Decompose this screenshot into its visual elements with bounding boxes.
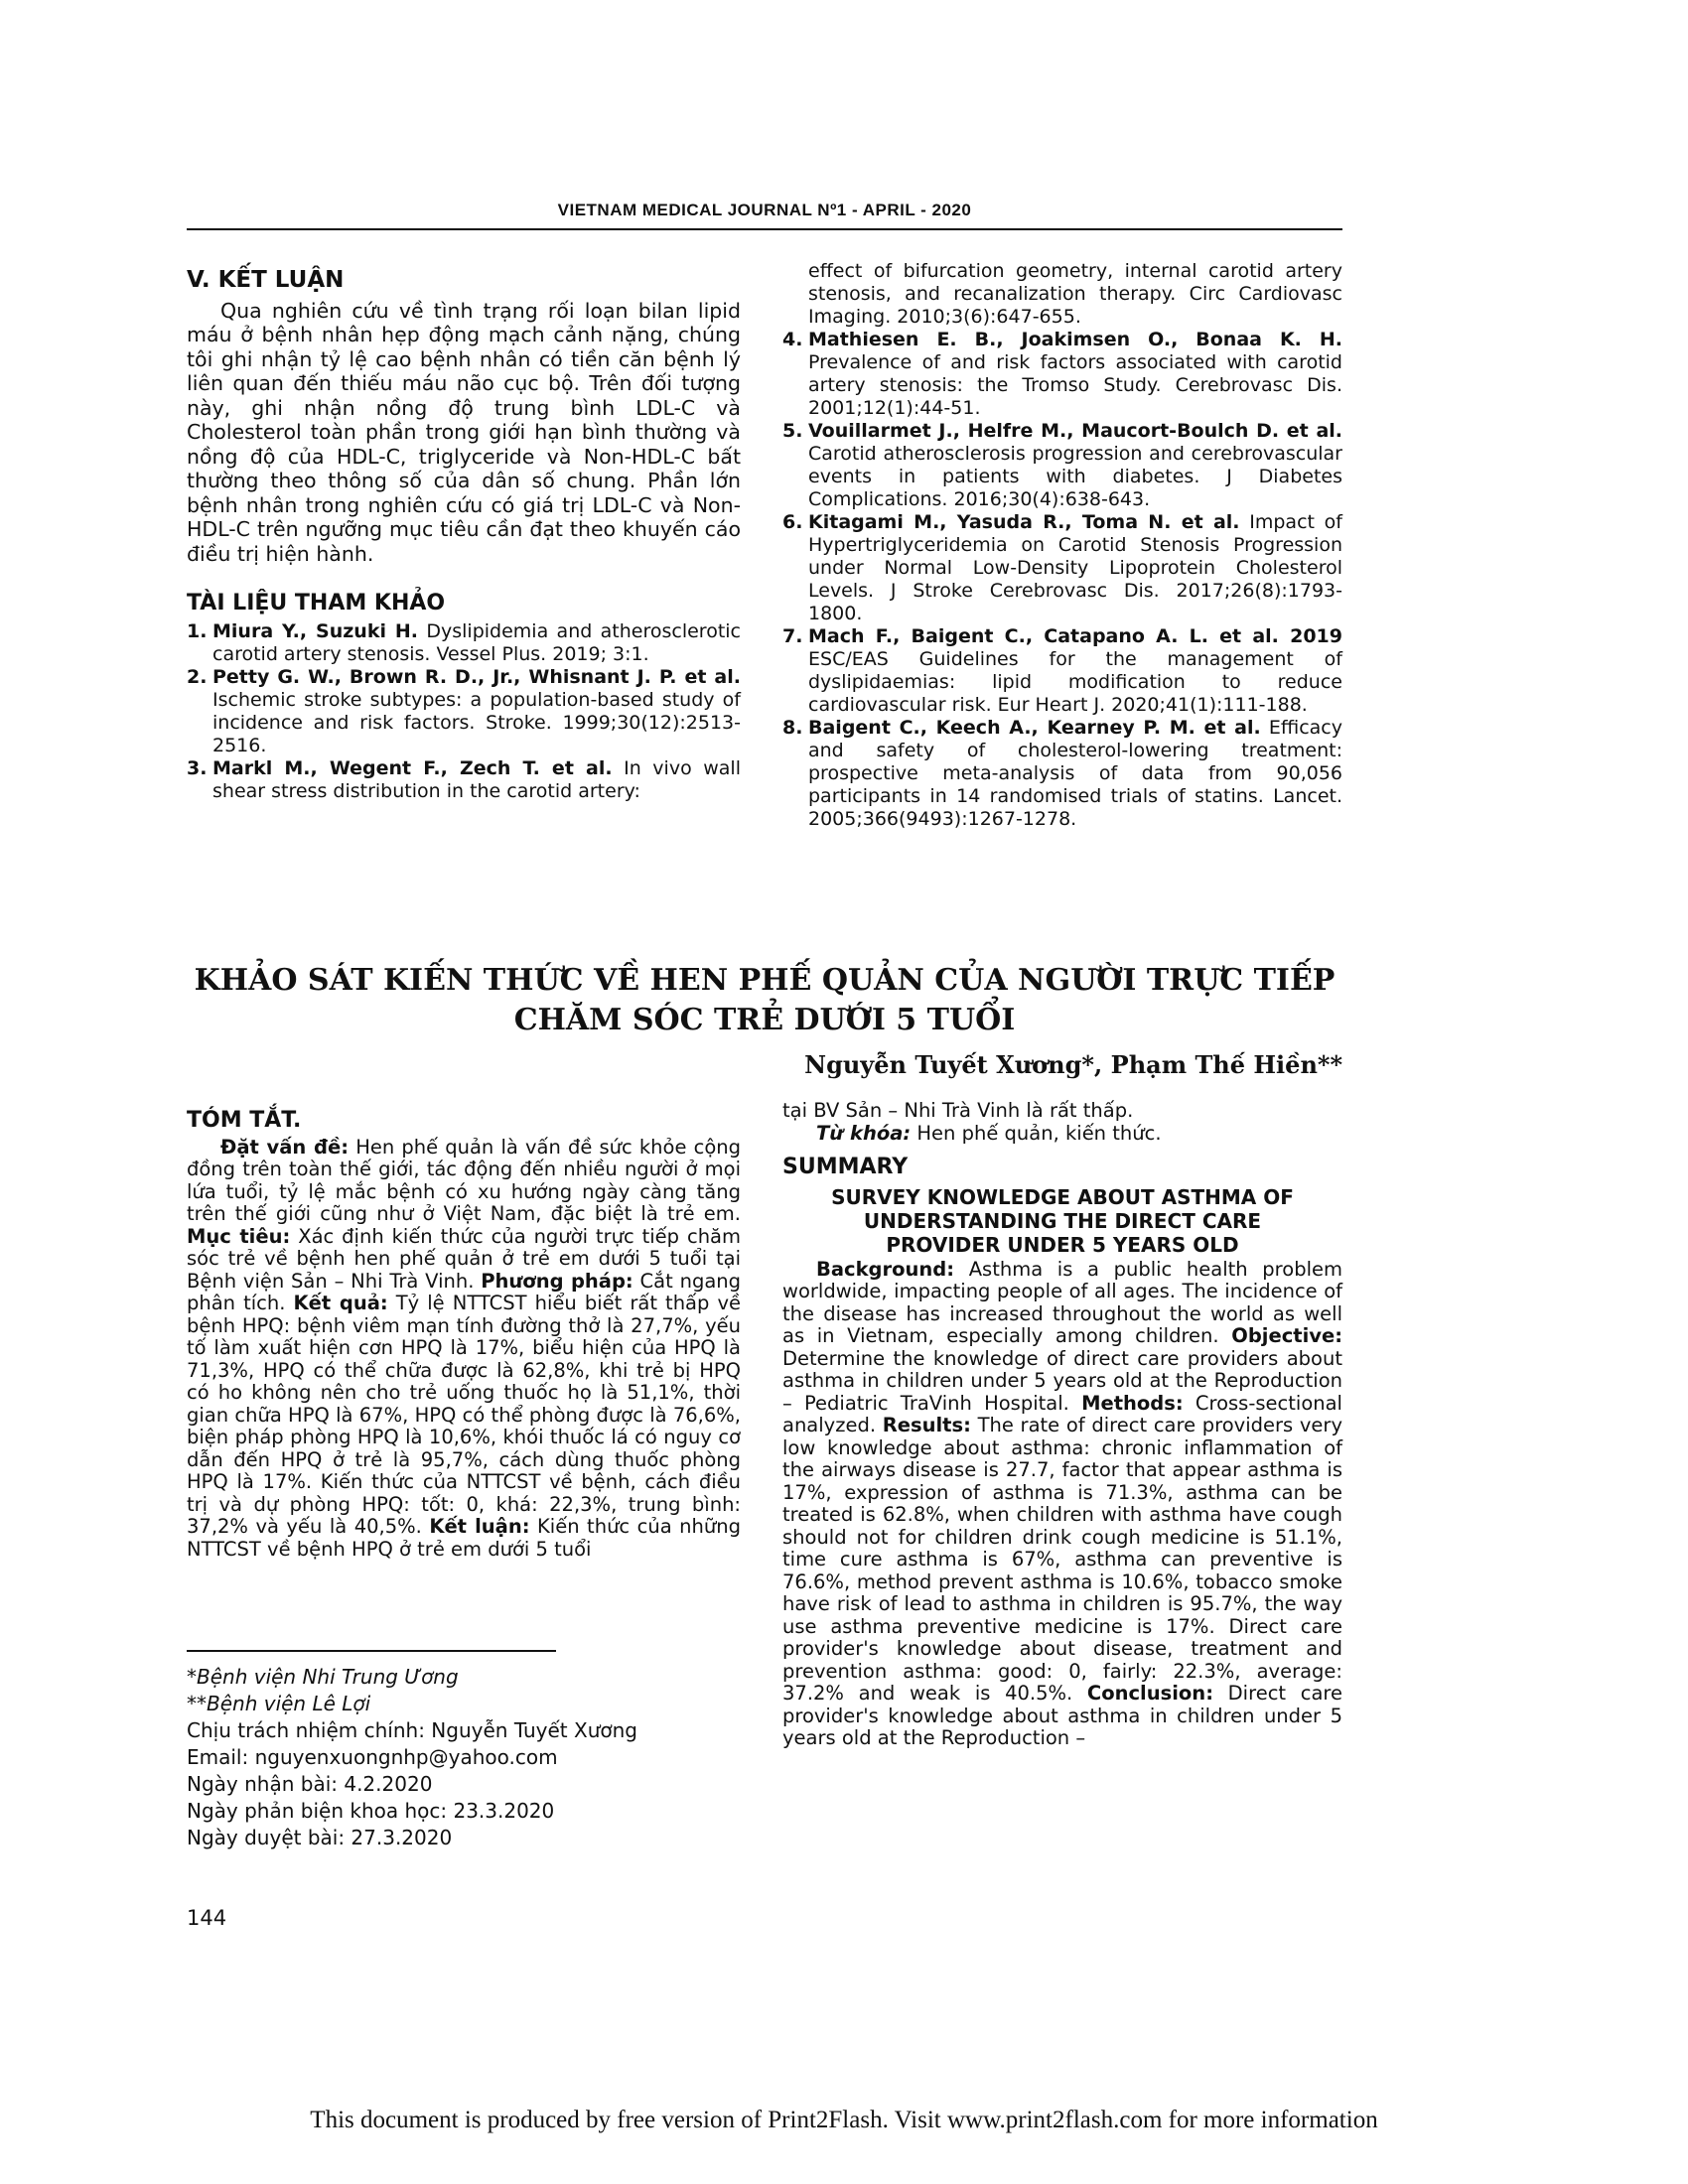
summary-label: Results:: [882, 1414, 971, 1436]
abstract-vi-text: [187, 1137, 741, 1562]
reference-text: Impact of Hypertriglyceridemia on Carotid Stenosis Progression under Normal Low-Density Lipoprotein Cholesterol Levels. J Stroke Cerebrovasc Dis. 2017;26(8):1793-1800.: [808, 511, 1342, 624]
abstract-segment: Hen phế quản là vấn đề sức khỏe cộng đồng trên toàn thế giới, tác động đến nhiều người ở mọi lứa tuổi, tỷ lệ mắc bệnh có xu hướng ngày càng tăng trên thế giới cũng như ở Việt Nam, đặc biệt là trẻ em.: [187, 1135, 741, 1225]
article-title: [187, 961, 1342, 1040]
reference-number: 7.: [782, 625, 803, 647]
page-number: 144: [187, 1906, 227, 1930]
reference-item: [782, 420, 1342, 511]
reference-item: [782, 625, 1342, 717]
reference-authors: Kitagami M., Yasuda R., Toma N. et al.: [808, 511, 1240, 533]
footnote-rule: [187, 1650, 556, 1652]
reference-text: In vivo wall shear stress distribution in the carotid artery:: [212, 756, 741, 802]
header-rule: [187, 228, 1342, 230]
summary-text: [782, 1259, 1342, 1750]
article-title-line: CHĂM SÓC TRẺ DƯỚI 5 TUỔI: [513, 1003, 1016, 1037]
references-heading: TÀI LIỆU THAM KHẢO: [187, 591, 446, 615]
upper-left-column: [187, 268, 741, 803]
reference-text: Carotid atherosclerosis progression and cerebrovascular events in patients with diabetes. J Diabetes Complications. 2016;30(4):638-643.: [808, 443, 1342, 510]
summary-heading: SUMMARY: [782, 1155, 909, 1179]
footnotes: [187, 1664, 741, 1851]
references-list-right: [782, 329, 1342, 831]
abstract-segment: Xác định kiến thức của người trực tiếp chăm sóc trẻ về bệnh hen phế quản ở trẻ em dưới 5 tuổi tại Bệnh viện Sản – Nhi Trà Vinh.: [187, 1224, 741, 1293]
footnote-affiliation: **Bệnh viện Lê Lợi: [187, 1692, 371, 1715]
abstract-label: Kết quả:: [293, 1292, 388, 1314]
reference-number: 6.: [782, 511, 803, 533]
footnote-corresponding: Chịu trách nhiệm chính: Nguyễn Tuyết Xương: [187, 1718, 637, 1742]
reference-number: 5.: [782, 420, 803, 442]
summary-column: [782, 1100, 1342, 1750]
reference-number: 4.: [782, 329, 803, 350]
abstract-label: Phương pháp:: [481, 1269, 633, 1293]
article-authors: Nguyễn Tuyết Xương*, Phạm Thế Hiền**: [804, 1050, 1342, 1079]
footnote-reviewed: Ngày phản biện khoa học: 23.3.2020: [187, 1799, 555, 1823]
summary-title: [782, 1185, 1342, 1257]
reference-item: [782, 717, 1342, 831]
reference-item: [782, 329, 1342, 420]
summary-segment: Cross-sectional analyzed.: [782, 1391, 1342, 1436]
summary-label: Objective:: [1231, 1324, 1342, 1347]
reference-authors: Vouillarmet J., Helfre M., Maucort-Boulch D. et al.: [808, 420, 1342, 442]
reference-authors: Baigent C., Keech A., Kearney P. M. et al.: [808, 717, 1261, 739]
abstract-label: Mục tiêu:: [187, 1224, 291, 1248]
summary-title-line: UNDERSTANDING THE DIRECT CARE: [863, 1208, 1262, 1233]
abstract-vi-heading: TÓM TẮT.: [187, 1108, 302, 1133]
print2flash-watermark: This document is produced by free version of Print2Flash. Visit www.print2flash.com for more information: [310, 2107, 1378, 2133]
summary-label: Conclusion:: [1086, 1682, 1213, 1705]
reference-authors: Petty G. W., Brown R. D., Jr., Whisnant J. P. et al.: [212, 665, 741, 688]
abstract-segment: Kiến thức của những NTTCST về bệnh HPQ ở trẻ em dưới 5 tuổi: [187, 1515, 741, 1561]
abstract-segment: Cắt ngang phân tích.: [187, 1269, 742, 1314]
reference-number: 1.: [187, 619, 208, 642]
reference-authors: Mathiesen E. B., Joakimsen O., Bonaa K. H.: [808, 329, 1342, 350]
journal-header: VIETNAM MEDICAL JOURNAL Nº1 - APRIL - 2020: [557, 201, 972, 219]
abstract-vi-continuation: tại BV Sản – Nhi Trà Vinh là rất thấp.: [782, 1099, 1134, 1122]
keywords: [782, 1123, 1342, 1146]
reference-number: 2.: [187, 665, 208, 688]
summary-label: Methods:: [1081, 1391, 1184, 1415]
reference-item: [187, 620, 741, 666]
summary-segment: The rate of direct care providers very low knowledge about asthma: chronic inflammation of the airways disease is 27.7, factor that appear asthma is 17%, expression of asthma is 71.3%, asthma can be treated is 62.8%, when children with asthma have cough should not for children drink cough medicine is 51.1%, time cure asthma is 67%, asthma can preventive is 76.6%, method prevent asthma is 10.6%, tobacco smoke have risk of lead to asthma in children is 95.7%, the way use asthma preventive medicine is 17%. Direct care provider's knowledge about disease, treatment and prevention asthma: good: 0, fairly: 22.3%, average: 37.2% and weak is 40.5%.: [782, 1414, 1342, 1705]
reference-text: Ischemic stroke subtypes: a population-based study of incidence and risk factors. Stroke. 1999;30(12):2513-2516.: [212, 688, 741, 756]
footnote-affiliation: *Bệnh viện Nhi Trung Ương: [187, 1665, 459, 1689]
footnote-accepted: Ngày duyệt bài: 27.3.2020: [187, 1826, 453, 1849]
references-list-left: [187, 620, 741, 803]
reference-number: 8.: [782, 717, 803, 739]
reference-authors: Mach F., Baigent C., Catapano A. L. et al. 2019: [808, 625, 1342, 647]
reference-text: ESC/EAS Guidelines for the management of dyslipidaemias: lipid modification to reduce cardiovascular risk. Eur Heart J. 2020;41(1):111-188.: [808, 648, 1342, 716]
upper-right-column: [782, 260, 1342, 831]
footnote-received: Ngày nhận bài: 4.2.2020: [187, 1772, 433, 1796]
summary-title-line: PROVIDER UNDER 5 YEARS OLD: [886, 1232, 1239, 1257]
footnote-email: Email: nguyenxuongnhp@yahoo.com: [187, 1745, 558, 1769]
conclusion-text: Qua nghiên cứu về tình trạng rối loạn bilan lipid máu ở bệnh nhân hẹp động mạch cảnh nặng, chúng tôi ghi nhận tỷ lệ cao bệnh nhân có tiền căn bệnh lý liên quan đến thiếu máu não cục bộ. Trên đối tượng này, ghi nhận nồng độ trung bình LDL-C và Cholesterol toàn phần trong giới hạn bình thường và nồng độ của HDL-C, triglyceride và Non-HDL-C bất thường theo thông số của dân số chung. Phần lớn bệnh nhân trong nghiên cứu có giá trị LDL-C và Non-HDL-C trên ngưỡng mục tiêu cần đạt theo khuyến cáo điều trị hiện hành.: [187, 298, 741, 566]
reference-item: [187, 757, 741, 803]
reference-text: Prevalence of and risk factors associated with carotid artery stenosis: the Tromso Study. Cerebrovasc Dis. 2001;12(1):44-51.: [808, 351, 1342, 419]
reference-authors: Miura Y., Suzuki H.: [212, 619, 419, 642]
keywords-label: Từ khóa:: [816, 1121, 912, 1145]
summary-title-line: SURVEY KNOWLEDGE ABOUT ASTHMA OF: [831, 1184, 1294, 1209]
abstract-segment: Tỷ lệ NTTCST hiểu biết rất thấp về bệnh HPQ: bệnh viêm mạn tính đường thở là 27,7%, yếu tố làm xuất hiện cơn HPQ là 17%, biểu hiện của HPQ là 71,3%, HPQ có thể chữa được là 62,8%, khi trẻ bị HPQ có ho không nên cho trẻ uống thuốc họ là 51,1%, thời gian chữa HPQ là 67%, HPQ có thể phòng được là 76,6%, biện pháp phòng HPQ là 10,6%, khói thuốc lá có nguy cơ dẫn đến HPQ ở trẻ là 95,7%, cách dùng thuốc phòng HPQ là 17%. Kiến thức của NTTCST về bệnh, cách điều trị và dự phòng HPQ: tốt: 0, khá: 22,3%, trung bình: 37,2% và yếu là 40,5%.: [187, 1292, 741, 1538]
summary-segment: Direct care provider's knowledge about asthma in children under 5 years old at the Reproduction –: [782, 1682, 1342, 1749]
reference-item: [782, 511, 1342, 625]
reference-number: 3.: [187, 756, 208, 779]
summary-label: Background:: [816, 1257, 955, 1281]
reference-authors: Markl M., Wegent F., Zech T. et al.: [212, 756, 613, 779]
conclusion-heading: V. KẾT LUẬN: [187, 267, 345, 293]
abstract-label: Đặt vấn đề:: [220, 1135, 350, 1159]
abstract-label: Kết luận:: [429, 1515, 530, 1538]
summary-segment: Asthma is a public health problem worldwide, impacting people of all ages. The incidence of the disease has increased throughout the world as well as in Vietnam, especially among children.: [782, 1257, 1342, 1347]
keywords-text: Hen phế quản, kiến thức.: [911, 1121, 1162, 1145]
article-title-line: KHẢO SÁT KIẾN THỨC VỀ HEN PHẾ QUẢN CỦA NGƯỜI TRỰC TIẾP: [194, 963, 1336, 998]
reference-item: [187, 666, 741, 757]
reference-text: Dyslipidemia and atherosclerotic carotid artery stenosis. Vessel Plus. 2019; 3:1.: [212, 619, 741, 665]
reference-continuation: effect of bifurcation geometry, internal carotid artery stenosis, and recanalization therapy. Circ Cardiovasc Imaging. 2010;3(6):647-655.: [808, 260, 1342, 328]
abstract-vi-column: [187, 1110, 741, 1561]
summary-segment: Determine the knowledge of direct care providers about asthma in children under 5 years old at the Reproduction – Pediatric TraVinh Hospital.: [782, 1346, 1342, 1415]
reference-text: Efficacy and safety of cholesterol-lowering treatment: prospective meta-analysis of data from 90,056 participants in 14 randomised trials of statins. Lancet. 2005;366(9493):1267-1278.: [808, 717, 1342, 830]
